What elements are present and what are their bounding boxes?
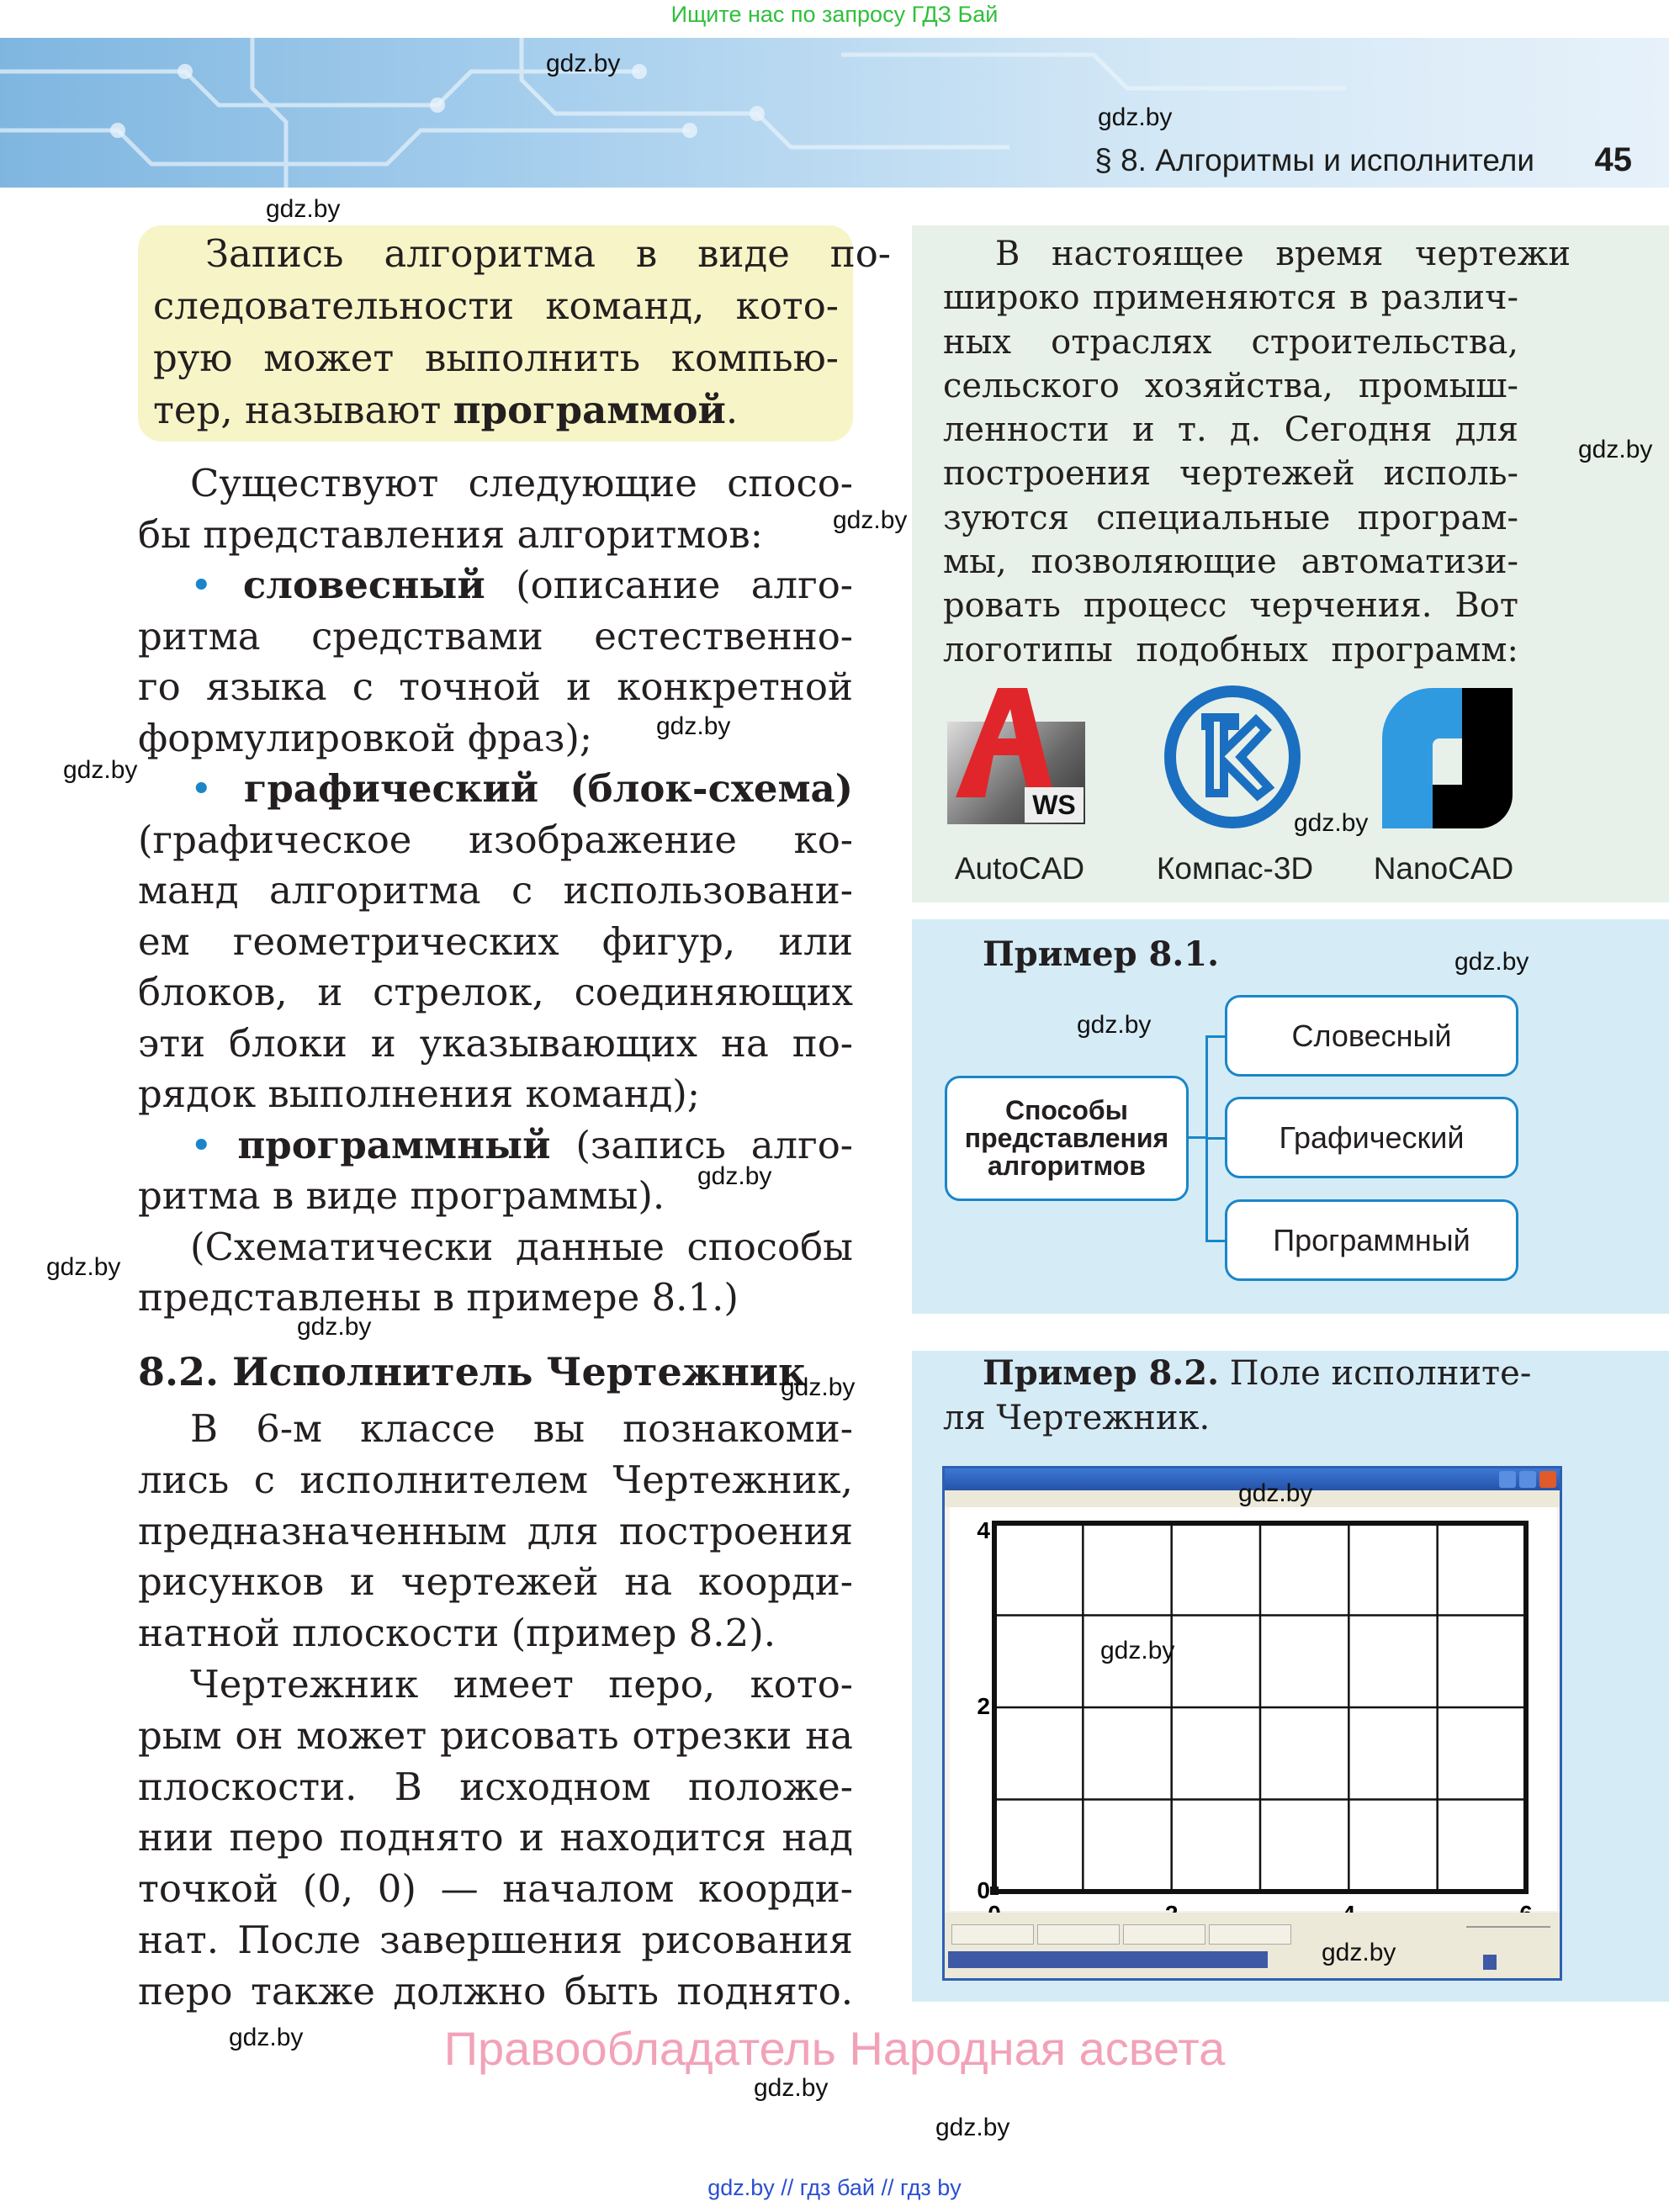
text-segment: рым он может рисовать отрезки на bbox=[138, 1712, 853, 1758]
text-segment: натной плоскости (пример 8.2). bbox=[138, 1611, 776, 1656]
watermark: gdz.by bbox=[546, 50, 621, 77]
nanocad-label: NanoCAD bbox=[1373, 851, 1514, 886]
text-line bbox=[943, 628, 1518, 672]
example-8-2-caption-line2: ля Чертежник. bbox=[943, 1399, 1211, 1437]
methods-box bbox=[945, 1076, 1189, 1201]
text-line bbox=[138, 713, 853, 765]
text-segment: предназначенным для построения bbox=[138, 1508, 853, 1553]
kompas-label: Компас-3D bbox=[1156, 851, 1314, 886]
text-segment: ритма средствами естественно- bbox=[138, 613, 853, 659]
text-line bbox=[138, 1966, 853, 2018]
text-line bbox=[138, 1069, 853, 1120]
watermark: gdz.by bbox=[63, 756, 138, 784]
text-segment: нии перо поднято и находится над bbox=[138, 1815, 853, 1860]
text-segment: лись с исполнителем Чертежник, bbox=[138, 1457, 853, 1502]
text-line bbox=[138, 1864, 853, 1915]
option-verbal: Словесный bbox=[1225, 995, 1518, 1077]
text-segment: В настоящее время чертежи bbox=[995, 235, 1571, 273]
top-note: Ищите нас по запросу ГДЗ Бай bbox=[670, 2, 999, 27]
watermark: gdz.by bbox=[46, 1253, 121, 1281]
methods-text bbox=[138, 458, 853, 1324]
methods-box-line: Способы bbox=[1004, 1095, 1128, 1125]
connector-line bbox=[1205, 1035, 1225, 1038]
text-line bbox=[943, 584, 1518, 627]
text-line bbox=[138, 1273, 853, 1324]
text-line bbox=[943, 452, 1518, 495]
watermark: gdz.by bbox=[1077, 1011, 1152, 1039]
watermark: gdz.by bbox=[656, 712, 731, 740]
section-title: § 8. Алгоритмы и исполнители bbox=[1094, 143, 1534, 177]
text-line bbox=[138, 458, 853, 510]
bold-term: графический bbox=[243, 766, 539, 811]
watermark: gdz.by bbox=[781, 1373, 856, 1401]
autocad-label: AutoCAD bbox=[954, 851, 1085, 886]
watermark: gdz.by bbox=[754, 2074, 829, 2102]
text-line bbox=[138, 1222, 853, 1273]
text-segment: ритма в виде программы). bbox=[138, 1173, 665, 1218]
watermark: gdz.by bbox=[229, 2024, 304, 2051]
example-8-2-caption: Поле исполните- bbox=[1219, 1354, 1532, 1393]
drawer-text bbox=[138, 1404, 853, 2018]
coordinate-grid bbox=[950, 1507, 1557, 1911]
text-segment: (запись алго- bbox=[550, 1122, 853, 1167]
text-segment: В 6-м классе вы познакоми- bbox=[190, 1406, 853, 1451]
text-line bbox=[138, 1762, 853, 1813]
watermark: gdz.by bbox=[1322, 1939, 1396, 1966]
nanocad-logo bbox=[1382, 688, 1513, 828]
text-segment: сельского хозяйства, промыш- bbox=[943, 366, 1518, 405]
text-segment: зуются специальные програм- bbox=[943, 498, 1518, 537]
text-line bbox=[138, 1557, 853, 1608]
text-segment: логотипы подобных программ: bbox=[943, 630, 1518, 669]
text-segment: блоков, и стрелок, соединяющих bbox=[138, 970, 853, 1014]
watermark: gdz.by bbox=[1100, 1637, 1175, 1664]
text-segment: ем геометрических фигур, или bbox=[138, 918, 853, 964]
bullet-icon: • bbox=[190, 1122, 213, 1167]
text-line bbox=[138, 1711, 853, 1762]
connector-line bbox=[1189, 1136, 1207, 1139]
command-button[interactable] bbox=[951, 1924, 1034, 1945]
text-segment: точкой (0, 0) — началом коорди- bbox=[138, 1866, 853, 1912]
watermark: gdz.by bbox=[1578, 436, 1653, 463]
text-segment: рую может выполнить компью- bbox=[153, 336, 839, 380]
y-tick-label: 0 bbox=[977, 1877, 990, 1903]
watermark: gdz.by bbox=[833, 506, 908, 534]
y-tick-label: 4 bbox=[977, 1517, 990, 1543]
info-text bbox=[943, 232, 1571, 672]
text-line bbox=[943, 232, 1571, 276]
autocad-badge: WS bbox=[1025, 787, 1084, 823]
text-line bbox=[943, 408, 1518, 452]
command-button[interactable] bbox=[1123, 1924, 1205, 1945]
text-line bbox=[943, 364, 1518, 408]
text-line bbox=[153, 384, 839, 437]
bold-term: (блок-схема) bbox=[570, 766, 853, 811]
text-segment bbox=[213, 1123, 238, 1167]
text-line bbox=[138, 764, 853, 815]
example-8-2-label: Пример 8.2. bbox=[983, 1353, 1220, 1393]
text-line bbox=[943, 496, 1518, 540]
text-segment: бы представления алгоритмов: bbox=[138, 511, 763, 557]
text-segment: представлены в примере 8.1.) bbox=[138, 1275, 739, 1320]
text-segment: перо также должно быть поднято. bbox=[138, 1968, 853, 2014]
text-line bbox=[153, 280, 839, 332]
text-line bbox=[138, 1659, 853, 1711]
text-line bbox=[943, 320, 1518, 364]
text-line bbox=[138, 1608, 853, 1659]
text-segment: го языка с точной и конкретной bbox=[138, 664, 853, 709]
text-segment: формулировкой фраз); bbox=[138, 715, 593, 760]
connector-line bbox=[1205, 1137, 1225, 1140]
maximize-icon[interactable] bbox=[1519, 1471, 1536, 1488]
pen-color-swatch[interactable] bbox=[1483, 1955, 1497, 1970]
text-line bbox=[153, 228, 891, 280]
text-segment bbox=[538, 766, 570, 811]
text-line bbox=[138, 560, 853, 611]
section-heading: 8.2. Исполнитель Чертежник bbox=[138, 1349, 807, 1394]
text-segment: следовательности команд, кото- bbox=[153, 283, 839, 328]
text-segment: рядок выполнения команд); bbox=[138, 1072, 701, 1116]
text-line bbox=[943, 540, 1518, 584]
text-segment: (описание алго- bbox=[485, 563, 853, 607]
text-line bbox=[138, 1506, 853, 1558]
text-line bbox=[138, 662, 853, 713]
control-panel bbox=[945, 1913, 1560, 1978]
bullet-icon: • bbox=[190, 766, 213, 811]
text-segment: Существуют следующие спосо- bbox=[190, 461, 853, 505]
autocad-logo bbox=[947, 688, 1085, 824]
text-line bbox=[138, 967, 853, 1019]
text-segment: Запись алгоритма в виде по- bbox=[205, 231, 891, 276]
text-segment: ровать процесс черчения. Вот bbox=[943, 586, 1518, 626]
text-segment: . bbox=[725, 388, 739, 432]
drawer-window bbox=[942, 1466, 1562, 1981]
text-line bbox=[138, 1404, 853, 1455]
text-line bbox=[138, 1915, 853, 1966]
methods-box-line: алгоритмов bbox=[988, 1151, 1146, 1181]
command-button[interactable] bbox=[1037, 1924, 1120, 1945]
text-segment bbox=[213, 563, 243, 607]
rights-notice: Правообладатель Народная асвета bbox=[443, 2022, 1226, 2075]
watermark: gdz.by bbox=[935, 2114, 1010, 2141]
bold-term: программный bbox=[237, 1122, 551, 1167]
watermark: gdz.by bbox=[1454, 948, 1529, 976]
option-graphic: Графический bbox=[1225, 1097, 1518, 1178]
text-segment: (Схематически данные способы bbox=[190, 1224, 853, 1269]
watermark: gdz.by bbox=[297, 1313, 372, 1341]
text-line bbox=[138, 865, 853, 917]
close-icon[interactable] bbox=[1539, 1471, 1556, 1488]
text-line bbox=[138, 1812, 853, 1864]
text-segment: тер, называют bbox=[153, 388, 453, 432]
text-line bbox=[943, 276, 1518, 320]
speed-slider[interactable] bbox=[1466, 1926, 1550, 1928]
text-segment: мы, позволяющие автоматизи- bbox=[943, 542, 1518, 582]
text-line bbox=[138, 611, 853, 663]
text-segment: (графическое изображение ко- bbox=[138, 817, 853, 862]
text-line bbox=[138, 917, 853, 968]
page-number: 45 bbox=[1594, 141, 1632, 178]
text-line bbox=[138, 510, 853, 561]
pen-position-icon bbox=[990, 1887, 999, 1895]
text-segment bbox=[213, 766, 244, 811]
minimize-icon[interactable] bbox=[1499, 1471, 1516, 1488]
text-line bbox=[138, 815, 853, 866]
text-segment: построения чертежей исполь- bbox=[943, 454, 1518, 494]
text-line bbox=[153, 332, 839, 384]
watermark: gdz.by bbox=[697, 1162, 772, 1190]
definition-text bbox=[153, 228, 891, 437]
connector-line bbox=[1205, 1240, 1225, 1242]
watermark: gdz.by bbox=[1294, 809, 1369, 837]
drawing-canvas bbox=[950, 1507, 1557, 1911]
status-bar bbox=[948, 1951, 1268, 1968]
text-segment: манд алгоритма с использовани- bbox=[138, 868, 853, 913]
option-program: Программный bbox=[1225, 1199, 1518, 1281]
text-segment: ленности и т. д. Сегодня для bbox=[943, 410, 1518, 450]
y-tick-label: 2 bbox=[977, 1693, 990, 1719]
text-segment: нат. После завершения рисования bbox=[138, 1917, 853, 1962]
footer-links[interactable]: gdz.by // гдз бай // гдз by bbox=[707, 2175, 962, 2200]
bullet-icon: • bbox=[190, 563, 213, 607]
bold-term: программой bbox=[453, 388, 726, 432]
kompas-logo bbox=[1163, 688, 1301, 826]
methods-box-line: представления bbox=[964, 1123, 1169, 1153]
text-segment: Чертежник имеет перо, кото- bbox=[190, 1661, 853, 1707]
text-line bbox=[138, 1455, 853, 1506]
example-8-2-title bbox=[983, 1351, 1531, 1396]
text-segment: широко применяются в различ- bbox=[943, 278, 1518, 318]
watermark: gdz.by bbox=[1098, 103, 1173, 131]
text-segment: плоскости. В исходном положе- bbox=[138, 1764, 853, 1809]
watermark: gdz.by bbox=[266, 195, 341, 223]
text-segment: ных отраслях строительства, bbox=[943, 322, 1518, 362]
watermark: gdz.by bbox=[1238, 1479, 1313, 1507]
text-line bbox=[138, 1019, 853, 1070]
bold-term: словесный bbox=[242, 563, 485, 607]
text-segment: рисунков и чертежей на коорди- bbox=[138, 1559, 853, 1605]
command-button[interactable] bbox=[1209, 1924, 1291, 1945]
example-8-1-title: Пример 8.1. bbox=[983, 934, 1220, 974]
text-segment: эти блоки и указывающих на по- bbox=[138, 1020, 853, 1066]
